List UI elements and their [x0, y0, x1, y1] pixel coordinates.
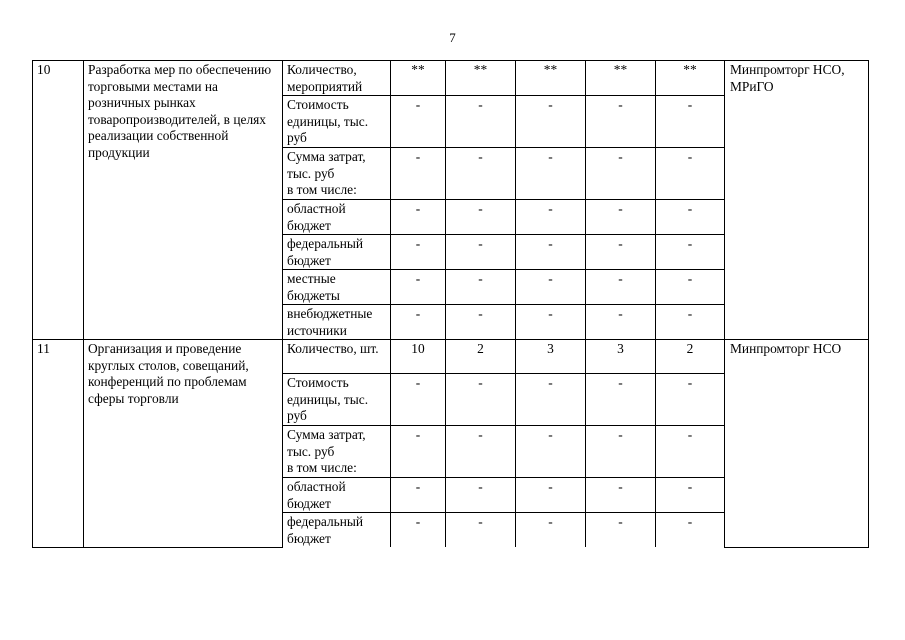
value-cell: -: [391, 426, 446, 478]
value-cell: -: [516, 96, 586, 148]
indicator-label-cell: Сумма затрат, тыс. руб в том числе:: [283, 426, 391, 478]
value-cell: -: [446, 200, 516, 235]
indicator-label-cell: местные бюджеты: [283, 270, 391, 305]
value-cell: -: [586, 305, 656, 340]
value-cell: -: [516, 270, 586, 305]
indicator-label-cell: областной бюджет: [283, 478, 391, 513]
value-cell: -: [586, 374, 656, 426]
value-cell: -: [656, 270, 725, 305]
responsible-cell: Минпромторг НСО, МРиГО: [725, 61, 869, 340]
value-cell: -: [656, 513, 725, 548]
indicator-label-cell: областной бюджет: [283, 200, 391, 235]
event-name-cell: Разработка мер по обеспечению торговыми местами на розничных рынках товаропроизводителей, в целях реализации собственной продукции: [84, 61, 283, 340]
value-cell: -: [446, 478, 516, 513]
indicator-label-cell: Сумма затрат, тыс. руб в том числе:: [283, 148, 391, 200]
value-cell: -: [391, 305, 446, 340]
indicator-label-cell: внебюджетные источники: [283, 305, 391, 340]
value-cell: -: [446, 96, 516, 148]
value-cell: -: [516, 478, 586, 513]
value-cell: -: [656, 96, 725, 148]
value-cell: 3: [586, 340, 656, 374]
indicator-label-cell: Стоимость единицы, тыс. руб: [283, 374, 391, 426]
value-cell: -: [586, 478, 656, 513]
value-cell: -: [586, 148, 656, 200]
value-cell: -: [391, 513, 446, 548]
indicator-label-cell: федеральный бюджет: [283, 235, 391, 270]
value-cell: 10: [391, 340, 446, 374]
value-cell: -: [446, 270, 516, 305]
value-cell: -: [391, 270, 446, 305]
value-cell: -: [516, 426, 586, 478]
indicator-label-cell: Стоимость единицы, тыс. руб: [283, 96, 391, 148]
value-cell: -: [516, 374, 586, 426]
value-cell: -: [656, 235, 725, 270]
table-body: [33, 61, 869, 548]
item-number-cell: 11: [33, 340, 84, 548]
value-cell: **: [516, 61, 586, 96]
value-cell: -: [586, 96, 656, 148]
value-cell: -: [516, 148, 586, 200]
value-cell: -: [656, 478, 725, 513]
table-row: [33, 61, 869, 96]
value-cell: -: [516, 305, 586, 340]
table-row: [33, 340, 869, 374]
value-cell: -: [391, 235, 446, 270]
value-cell: -: [656, 200, 725, 235]
value-cell: -: [586, 270, 656, 305]
value-cell: -: [446, 374, 516, 426]
value-cell: **: [586, 61, 656, 96]
value-cell: -: [391, 478, 446, 513]
value-cell: -: [656, 374, 725, 426]
value-cell: -: [446, 235, 516, 270]
value-cell: -: [446, 426, 516, 478]
value-cell: **: [656, 61, 725, 96]
value-cell: 2: [656, 340, 725, 374]
value-cell: -: [586, 200, 656, 235]
value-cell: -: [446, 305, 516, 340]
value-cell: -: [586, 426, 656, 478]
value-cell: -: [391, 374, 446, 426]
item-number-cell: 10: [33, 61, 84, 340]
value-cell: -: [446, 148, 516, 200]
value-cell: 2: [446, 340, 516, 374]
value-cell: **: [391, 61, 446, 96]
value-cell: -: [586, 235, 656, 270]
value-cell: -: [656, 148, 725, 200]
value-cell: -: [656, 305, 725, 340]
value-cell: 3: [516, 340, 586, 374]
value-cell: -: [656, 426, 725, 478]
event-name-cell: Организация и проведение круглых столов, совещаний, конференций по проблемам сферы торговли: [84, 340, 283, 548]
value-cell: -: [516, 200, 586, 235]
page-number: 7: [449, 30, 456, 45]
value-cell: **: [446, 61, 516, 96]
value-cell: -: [391, 96, 446, 148]
value-cell: -: [586, 513, 656, 548]
value-cell: -: [391, 200, 446, 235]
value-cell: -: [391, 148, 446, 200]
value-cell: -: [446, 513, 516, 548]
indicator-label-cell: Количество, мероприятий: [283, 61, 391, 96]
value-cell: -: [516, 513, 586, 548]
value-cell: -: [516, 235, 586, 270]
indicator-label-cell: Количество, шт.: [283, 340, 391, 374]
program-table: [32, 60, 869, 548]
indicator-label-cell: федеральный бюджет: [283, 513, 391, 548]
responsible-cell: Минпромторг НСО: [725, 340, 869, 548]
